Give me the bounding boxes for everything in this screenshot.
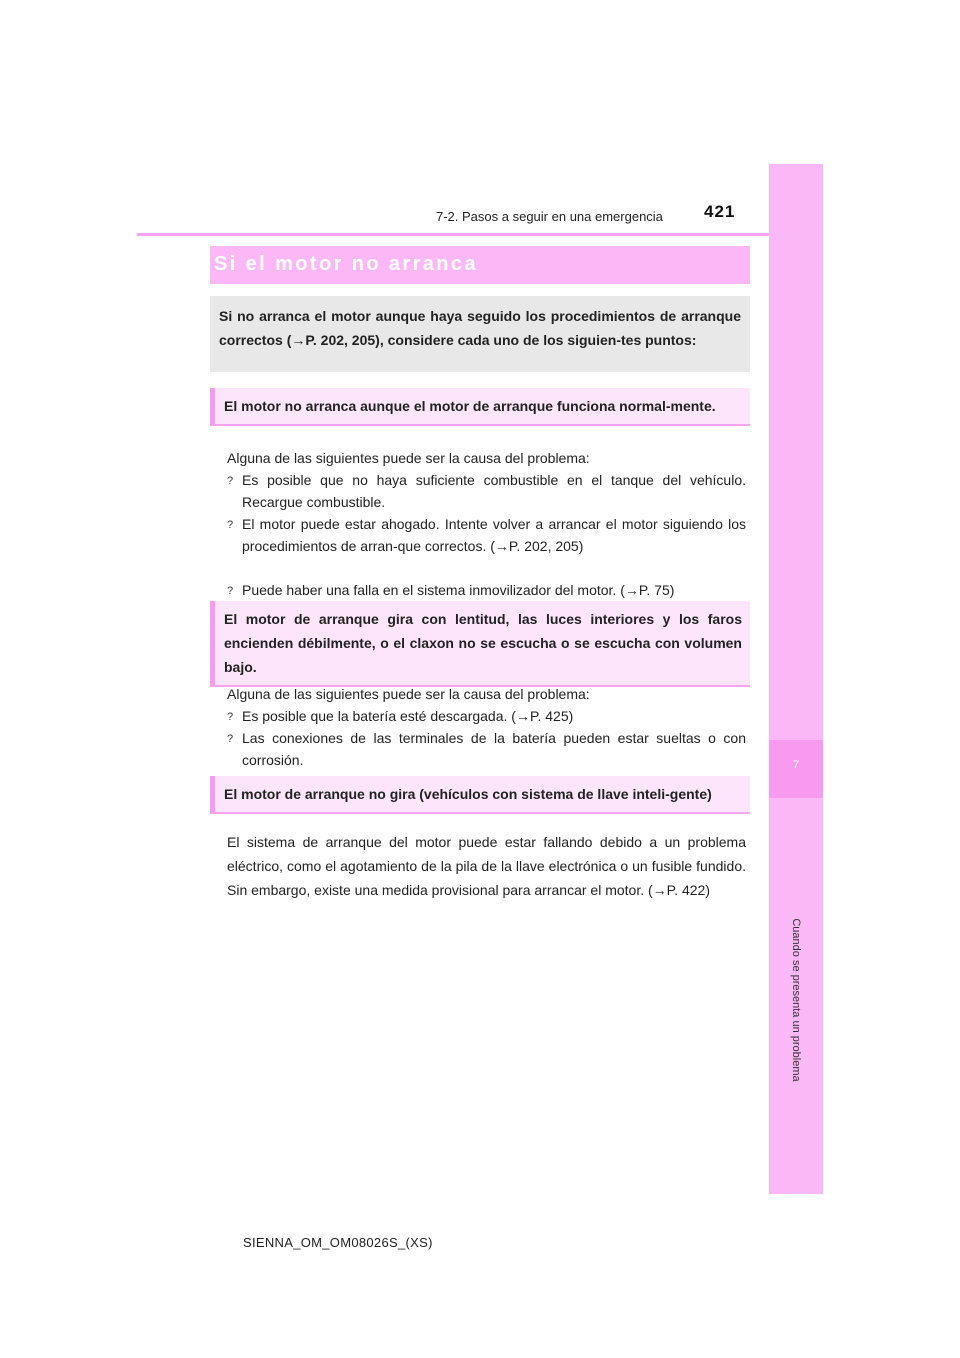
list-item-text: El motor puede estar ahogado. Intente volver a arrancar el motor siguiendo los procedimientos de arran-que correctos. (→P. 202, 205)	[242, 516, 746, 554]
subsection-heading-3: El motor de arranque no gira (vehículos con sistema de llave inteli-gente)	[210, 776, 750, 814]
chapter-number: 7	[792, 759, 800, 771]
bullet-mark: ?	[227, 711, 234, 723]
list-item	[227, 579, 746, 601]
section-title-bar	[210, 246, 750, 284]
subsection-lead-1: Alguna de las siguientes puede ser la causa del problema:	[227, 450, 590, 466]
bullet-mark: ?	[227, 519, 234, 531]
chapter-title: Cuando se presenta un problema	[790, 918, 802, 1082]
subsection-heading-2: El motor de arranque gira con lentitud, las luces interiores y los faros encienden débilmente, o el claxon no se escucha o se escucha con volumen bajo.	[210, 601, 750, 687]
list-item	[227, 705, 746, 727]
subsection-paragraph-3: El sistema de arranque del motor puede estar fallando debido a un problema eléctrico, como el agotamiento de la pila de la llave electrónica o un fusible fundido. Sin embargo, existe una medida provisional para arrancar el motor. (→P. 422)	[227, 834, 746, 898]
list-item-text: Es posible que no haya suficiente combustible en el tanque del vehículo. Recargue combustible.	[242, 472, 746, 510]
list-item-text: Puede haber una falla en el sistema inmovilizador del motor. (→P. 75)	[242, 582, 675, 598]
list-item-text: Las conexiones de las terminales de la batería pueden estar sueltas o con corrosión.	[242, 730, 746, 768]
header-rule	[137, 233, 823, 236]
list-item	[227, 513, 746, 557]
footer-document-code: SIENNA_OM_OM08026S_(XS)	[243, 1235, 433, 1250]
bullet-mark: ?	[227, 733, 234, 745]
intro-box: Si no arranca el motor aunque haya seguido los procedimientos de arranque correctos (→P. 202, 205), considere cada uno de los siguien-tes puntos:	[210, 296, 750, 372]
running-head: 7-2. Pasos a seguir en una emergencia	[436, 209, 663, 224]
subsection-lead-2: Alguna de las siguientes puede ser la causa del problema:	[227, 686, 590, 702]
bullet-mark: ?	[227, 585, 234, 597]
page-number: 421	[704, 202, 736, 221]
list-item	[227, 469, 746, 513]
list-item-text: Es posible que la batería esté descargada. (→P. 425)	[242, 708, 574, 724]
subsection-heading-1: El motor no arranca aunque el motor de arranque funciona normal-mente.	[210, 388, 750, 426]
bullet-mark: ?	[227, 475, 234, 487]
section-title: Si el motor no arranca	[214, 253, 478, 275]
list-item	[227, 727, 746, 771]
